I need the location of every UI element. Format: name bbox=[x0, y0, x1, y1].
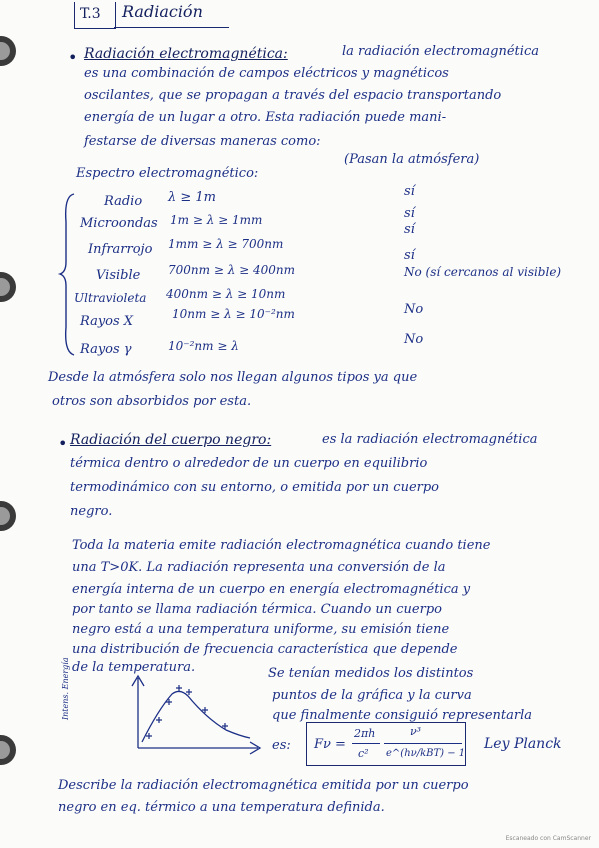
spectrum-column-header: (Pasan la atmósfera) bbox=[344, 152, 480, 167]
spectrum-range: 400nm ≥ λ ≥ 10nm bbox=[166, 287, 286, 301]
binder-hole bbox=[0, 36, 16, 66]
text-line: festarse de diversas maneras como: bbox=[84, 134, 321, 149]
binder-hole bbox=[0, 735, 16, 765]
spectrum-range: 10⁻²nm ≥ λ bbox=[168, 339, 239, 353]
spectrum-passes: No (sí cercanos al visible) bbox=[404, 265, 562, 279]
text-line: que finalmente consiguió representarla bbox=[272, 708, 533, 723]
spectrum-name: Rayos X bbox=[80, 314, 134, 329]
text-line: la radiación electromagnética bbox=[342, 44, 539, 59]
section-heading-black-body: Radiación del cuerpo negro: bbox=[70, 432, 272, 448]
blackbody-graph bbox=[118, 674, 268, 754]
topic-number: T.3 bbox=[80, 6, 101, 22]
spectrum-name: Ultravioleta bbox=[74, 291, 147, 305]
binder-hole bbox=[0, 272, 16, 302]
spectrum-label: Espectro electromagnético: bbox=[76, 166, 259, 181]
spectrum-range: 700nm ≥ λ ≥ 400nm bbox=[168, 263, 295, 277]
text-line: negro. bbox=[70, 504, 113, 519]
spectrum-name: Rayos γ bbox=[80, 342, 132, 357]
text-line: Describe la radiación electromagnética emitida por un cuerpo bbox=[58, 778, 469, 793]
spectrum-passes: No bbox=[404, 332, 424, 347]
formula-prefix: es: bbox=[272, 738, 291, 753]
planck-law-label: Ley Planck bbox=[484, 736, 562, 752]
title-underline bbox=[114, 27, 229, 28]
text-line: es una combinación de campos eléctricos y magnéticos bbox=[84, 66, 449, 81]
spectrum-passes: sí bbox=[404, 222, 415, 237]
bullet: • bbox=[68, 48, 78, 67]
formula-denominator: e^(hν/kBT) − 1 bbox=[386, 748, 466, 759]
formula-numerator: ν³ bbox=[410, 725, 422, 738]
spectrum-passes: sí bbox=[404, 184, 415, 199]
text-line: otros son absorbidos por esta. bbox=[52, 394, 252, 409]
text-line: por tanto se llama radiación térmica. Cuando un cuerpo bbox=[72, 602, 442, 617]
text-line: puntos de la gráfica y la curva bbox=[272, 688, 472, 703]
text-line: de la temperatura. bbox=[72, 660, 196, 675]
formula-denominator: c² bbox=[358, 747, 369, 760]
spectrum-name: Infrarrojo bbox=[88, 242, 153, 257]
text-line: Toda la materia emite radiación electromagnética cuando tiene bbox=[72, 538, 491, 553]
text-line: Se tenían medidos los distintos bbox=[268, 666, 474, 681]
scanner-watermark: Escaneado con CamScanner bbox=[505, 835, 591, 842]
text-line: negro en eq. térmico a una temperatura definida. bbox=[58, 800, 385, 815]
spectrum-name: Radio bbox=[104, 194, 143, 209]
spectrum-name: Visible bbox=[96, 268, 141, 283]
text-line: negro está a una temperatura uniforme, su emisión tiene bbox=[72, 622, 450, 637]
text-line: una distribución de frecuencia característica que depende bbox=[72, 642, 458, 657]
text-line: es la radiación electromagnética bbox=[322, 432, 538, 447]
text-line: energía de un lugar a otro. Esta radiación puede mani- bbox=[84, 110, 447, 125]
page-title: Radiación bbox=[122, 2, 203, 21]
text-line: oscilantes, que se propagan a través del espacio transportando bbox=[84, 88, 502, 103]
spectrum-passes: sí bbox=[404, 206, 415, 221]
spectrum-range: 10nm ≥ λ ≥ 10⁻²nm bbox=[172, 307, 295, 321]
bullet: • bbox=[58, 434, 68, 453]
spectrum-range: 1mm ≥ λ ≥ 700nm bbox=[168, 237, 284, 251]
spectrum-range: 1m ≥ λ ≥ 1mm bbox=[170, 213, 263, 227]
fraction-bar bbox=[384, 743, 462, 744]
text-line: térmica dentro o alrededor de un cuerpo en equilibrio bbox=[70, 456, 428, 471]
text-line: Desde la atmósfera solo nos llegan algunos tipos ya que bbox=[48, 370, 418, 385]
formula-numerator: 2πh bbox=[354, 727, 376, 740]
spectrum-name: Microondas bbox=[80, 216, 158, 231]
binder-hole bbox=[0, 501, 16, 531]
text-line: una T>0K. La radiación representa una conversión de la bbox=[72, 560, 446, 575]
spectrum-passes: sí bbox=[404, 248, 415, 263]
section-heading-em-radiation: Radiación electromagnética: bbox=[84, 46, 288, 62]
formula-lhs: Fν = bbox=[314, 737, 346, 752]
spectrum-brace bbox=[60, 192, 80, 357]
text-line: energía interna de un cuerpo en energía electromagnética y bbox=[72, 582, 471, 597]
spectrum-passes: No bbox=[404, 302, 424, 317]
spectrum-range: λ ≥ 1m bbox=[168, 190, 216, 205]
text-line: termodinámico con su entorno, o emitida por un cuerpo bbox=[70, 480, 440, 495]
graph-ylabel: Intens. Energía bbox=[61, 657, 70, 720]
fraction-bar bbox=[352, 743, 380, 744]
